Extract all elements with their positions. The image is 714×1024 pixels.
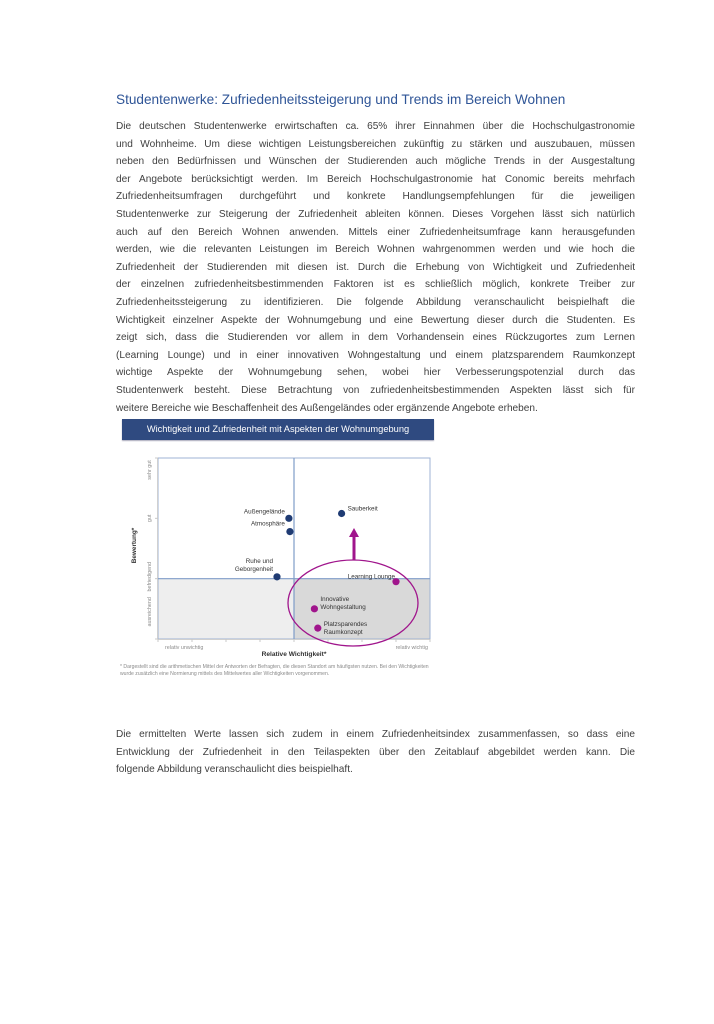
data-point <box>314 625 321 632</box>
y-tick-label: gut <box>147 514 153 523</box>
data-point-label: Außengelände <box>243 508 285 516</box>
paragraph-line: Zufriedenheitsumfragen durchgeführt und konkrete Handlungsempfehlungen für die jeweiligen <box>116 191 635 203</box>
data-point-label: Platzsparendes <box>323 621 368 629</box>
paragraph-line: folgende Abbildung veranschaulicht dies beispielhaft. <box>116 764 353 776</box>
paragraph-line: der einzelnen zufriedenheitsbestimmenden Faktoren ist es schließlich möglich, konkrete Treiber zur <box>116 279 635 291</box>
paragraph-line: der Angebote berücksichtigt werden. Im Bereich Hochschulgastronomie hat Conomic bereits mehrfach <box>116 173 635 185</box>
data-point-label: Learning Lounge <box>347 573 395 581</box>
data-point-label: Atmosphäre <box>250 520 285 528</box>
data-point-label: Innovative <box>320 595 350 603</box>
y-tick-label: befriedigend <box>147 561 153 592</box>
data-point-label: Sauberkeit <box>347 505 378 513</box>
paragraph-line: Studentenwerke zur Steigerung der Zufriedenheit ableiten können. Dieses Vorgehen lässt sich natürlich <box>116 208 635 220</box>
x-axis-label: Relative Wichtigkeit* <box>261 651 327 658</box>
data-point <box>311 605 318 612</box>
data-point <box>338 510 345 517</box>
y-tick-label: sehr gut <box>147 460 153 480</box>
paragraph-line: neben den Bedürfnissen und Wünschen der Studierenden auch mögliche Trends in der Ausgestaltung <box>116 156 635 168</box>
paragraph-line: Die ermittelten Werte lassen sich zudem in einem Zufriedenheitsindex zusammenfassen, so dass eine <box>116 729 635 740</box>
data-point <box>286 528 293 535</box>
arrow-head <box>349 528 359 537</box>
paragraph-line: Zufriedenheit der Studierenden mit diesen ist. Durch die Erhebung von Wichtigkeit und Zufriedenheit <box>116 261 635 273</box>
y-tick-label: ausreichend <box>147 597 153 627</box>
data-point-label: Geborgenheit <box>234 565 273 573</box>
paragraph-line: Studentenwerk besteht. Diese Betrachtung von zufriedenheitsbestimmenden Aspekten lässt sich für <box>116 384 635 396</box>
paragraph-line: Die deutschen Studentenwerke erwirtschaften ca. 65% ihrer Einnahmen über die Hochschulgastronomie <box>116 121 635 132</box>
data-point <box>273 573 280 580</box>
chart-figure <box>120 418 438 698</box>
data-point <box>285 515 292 522</box>
x-tick-label-high: relativ wichtig <box>395 645 428 651</box>
paragraph-intro <box>116 118 635 417</box>
scatter-plot <box>120 418 438 664</box>
paragraph-line: weitere Bereiche wie Beschaffenheit des Außengeländes oder ergänzende Angebote erheben. <box>116 402 538 414</box>
paragraph-line: und Wohnheime. Um diese wichtigen Leistungsbereichen zukünftig zu stärken und auszubauen, müssen <box>116 138 635 150</box>
paragraph-line: auch auf den Bereich Wohnen anwenden. Mittels einer Zufriedenheitsumfrage kann herausgefunden <box>116 226 635 238</box>
shaded-region-low <box>158 579 294 639</box>
chart-footnote: * Dargestellt sind die arithmetischen Mittel der Antworten der Befragten, die diesen Standort am häufigsten nutzen. Bei den Wichtigkeiten wurde zusätzlich eine Normierung mittels des Mittelwertes aller Wichtigkeiten vorgenommen. <box>120 664 429 678</box>
chart-title: Wichtigkeit und Zufriedenheit mit Aspekten der Wohnumgebung <box>122 419 434 440</box>
paragraph-line: zeigt sich, dass die Studierenden vor allem in dem Vorhandensein eines Rückzugortes zum Lernen <box>116 332 635 344</box>
data-point-label: Ruhe und <box>245 557 273 565</box>
paragraph-line: Zufriedenheitssteigerung zu identifizieren. Die folgende Abbildung veranschaulicht beispielhaft die <box>116 296 635 308</box>
page-title: Studentenwerke: Zufriedenheitssteigerung und Trends im Bereich Wohnen <box>116 92 566 107</box>
data-point-label: Raumkonzept <box>323 629 363 637</box>
paragraph-line: werden, wie die relevanten Leistungen im Bereich Wohnen wahrgenommen werden und wie hoch die <box>116 244 635 256</box>
paragraph-line: Wichtigkeit einzelner Aspekte der Wohnumgebung und eine Bewertung dieser durch die Studenten. Es <box>116 314 635 326</box>
paragraph-line: Entwicklung der Zufriedenheit in den Teilaspekten über den Zeitablauf abgebildet werden kann. Die <box>116 746 635 758</box>
y-axis-label: Bewertung* <box>131 527 138 564</box>
paragraph-line: wichtige Aspekte der Wohnumgebung sehen, wobei hier Verbesserungspotenzial durch das <box>116 367 635 379</box>
paragraph-index <box>116 726 635 779</box>
x-tick-label-low: relativ unwichtig <box>165 645 204 651</box>
paragraph-line: (Learning Lounge) und in einer innovativen Wohngestaltung und einem platzsparendem Raumkonzept <box>116 349 635 361</box>
data-point-label: Wohngestaltung <box>320 603 366 611</box>
